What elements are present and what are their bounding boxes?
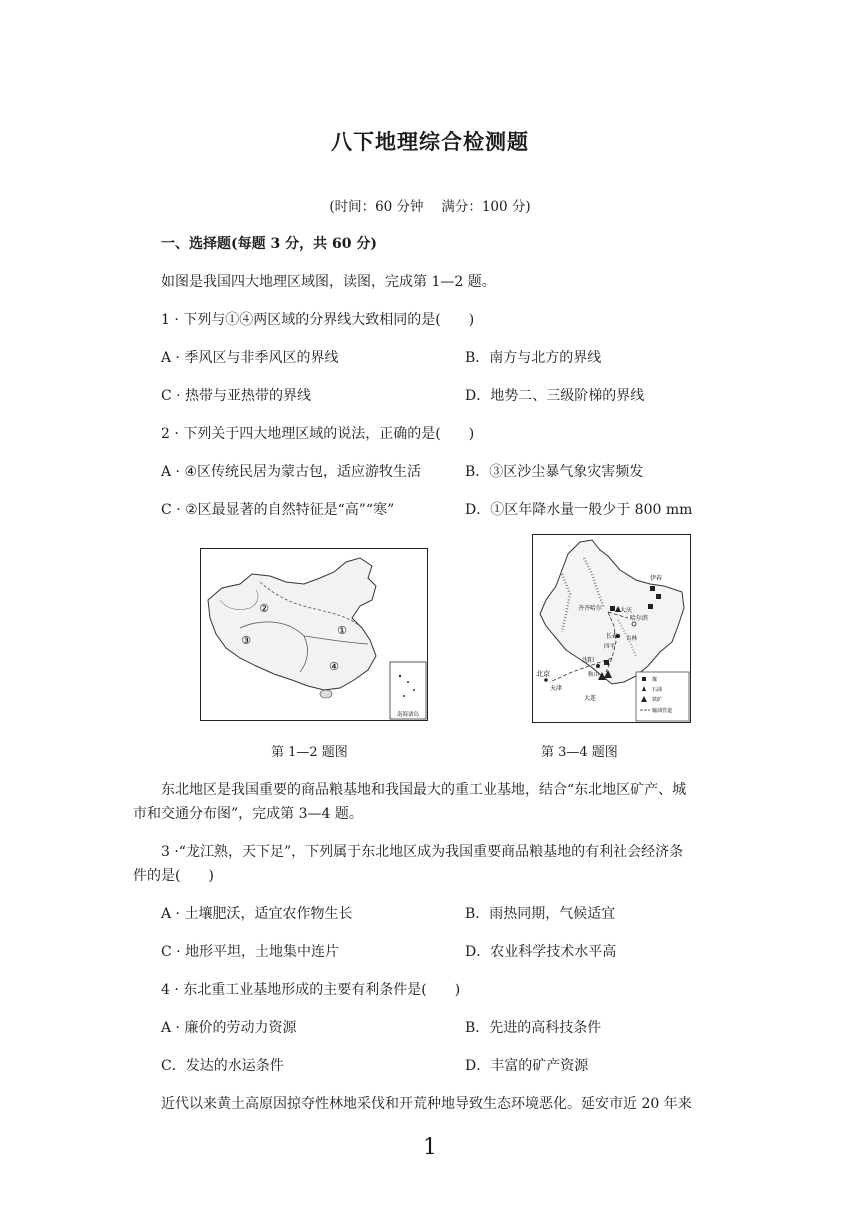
section-heading: 一、选择题(每题 3 分，共 60 分) (161, 236, 377, 252)
region-label-1: ① (337, 624, 347, 637)
q2-option-a: A · ④区传统民居为蒙古包，适应游牧生活 (161, 464, 422, 480)
q3-option-c: C · 地形平坦，土地集中连片 (161, 944, 340, 960)
q1-option-c: C · 热带与亚热带的界线 (161, 388, 312, 404)
legend-coal: 煤 (652, 677, 658, 683)
q2-stem: 2 · 下列关于四大地理区域的说法，正确的是( ) (161, 426, 475, 442)
intro-3-line-1: 近代以来黄土高原因掠夺性林地采伐和开荒种地导致生态环境恶化。延安市近 20 年来 (161, 1096, 692, 1112)
city-jilin: 吉林 (626, 636, 638, 642)
q1-stem: 1 · 下列与①④两区域的分界线大致相同的是( ) (161, 312, 475, 328)
northeast-china-map (532, 534, 691, 723)
q3-option-b: B．雨热同期，气候适宜 (465, 906, 616, 922)
q2-option-b: B．③区沙尘暴气象灾害频发 (465, 464, 644, 480)
q4-option-c: C．发达的水运条件 (161, 1058, 284, 1074)
intro-2-line-1: 东北地区是我国重要的商品粮基地和我国最大的重工业基地，结合“东北地区矿产、城 (161, 782, 687, 798)
page-number: 1 (423, 1135, 437, 1160)
legend-oil: 石油 (652, 687, 663, 693)
city-daqing: 大庆 (620, 607, 633, 614)
city-tianjin: 天津 (550, 685, 563, 692)
region-label-3: ③ (241, 634, 251, 647)
q4-option-b: B．先进的高科技条件 (465, 1020, 602, 1036)
q1-option-b: B．南方与北方的界线 (465, 350, 602, 366)
region-label-2: ② (259, 602, 269, 615)
q3-option-a: A · 土壤肥沃，适宜农作物生长 (161, 906, 353, 922)
q3-option-d: D．农业科学技术水平高 (465, 944, 617, 960)
city-anshan: 鞍山 (588, 672, 600, 678)
intro-2-line-2: 市和交通分布图”，完成第 3—4 题。 (133, 806, 363, 822)
q2-option-c: C · ②区最显著的自然特征是“高”“寒” (161, 502, 395, 518)
city-beijing: 北京 (536, 670, 550, 678)
q4-option-d: D．丰富的矿产资源 (465, 1058, 589, 1074)
intro-1: 如图是我国四大地理区域图，读图，完成第 1—2 题。 (161, 274, 496, 290)
q4-option-a: A · 廉价的劳动力资源 (161, 1020, 297, 1036)
inset-label: 南海诸岛 (396, 712, 420, 718)
q2-option-d: D．①区年降水量一般少于 800 mm (465, 502, 693, 518)
q1-option-a: A · 季风区与非季风区的界线 (161, 350, 339, 366)
city-shenyang: 沈阳 (582, 657, 595, 664)
city-yichun: 伊春 (650, 575, 663, 582)
q3-stem-line-2: 件的是( ) (133, 868, 214, 884)
q3-stem-line-1: 3 ·“龙江熟，天下足”，下列属于东北地区成为我国重要商品粮基地的有利社会经济条 (161, 844, 684, 860)
city-dalian: 大连 (584, 695, 597, 702)
legend-pipeline: 输油管道 (652, 708, 673, 714)
city-harbin: 哈尔滨 (630, 615, 649, 622)
south-sea-inset (390, 662, 426, 719)
city-changchun: 长春 (606, 633, 619, 640)
exam-info: (时间：60 分钟 满分：100 分) (329, 199, 531, 215)
q1-option-d: D．地势二、三级阶梯的界线 (465, 388, 645, 404)
q4-stem: 4 · 东北重工业基地形成的主要有利条件是( ) (161, 982, 461, 998)
region-label-4: ④ (329, 660, 339, 673)
city-qiqihar: 齐齐哈尔 (578, 605, 603, 612)
china-regions-map (200, 548, 428, 721)
city-siping: 四平 (604, 644, 616, 650)
legend-iron: 铁矿 (652, 697, 663, 703)
page-title: 八下地理综合检测题 (331, 129, 529, 154)
map1-caption: 第 1—2 题图 (271, 745, 348, 760)
map2-caption: 第 3—4 题图 (541, 745, 618, 760)
